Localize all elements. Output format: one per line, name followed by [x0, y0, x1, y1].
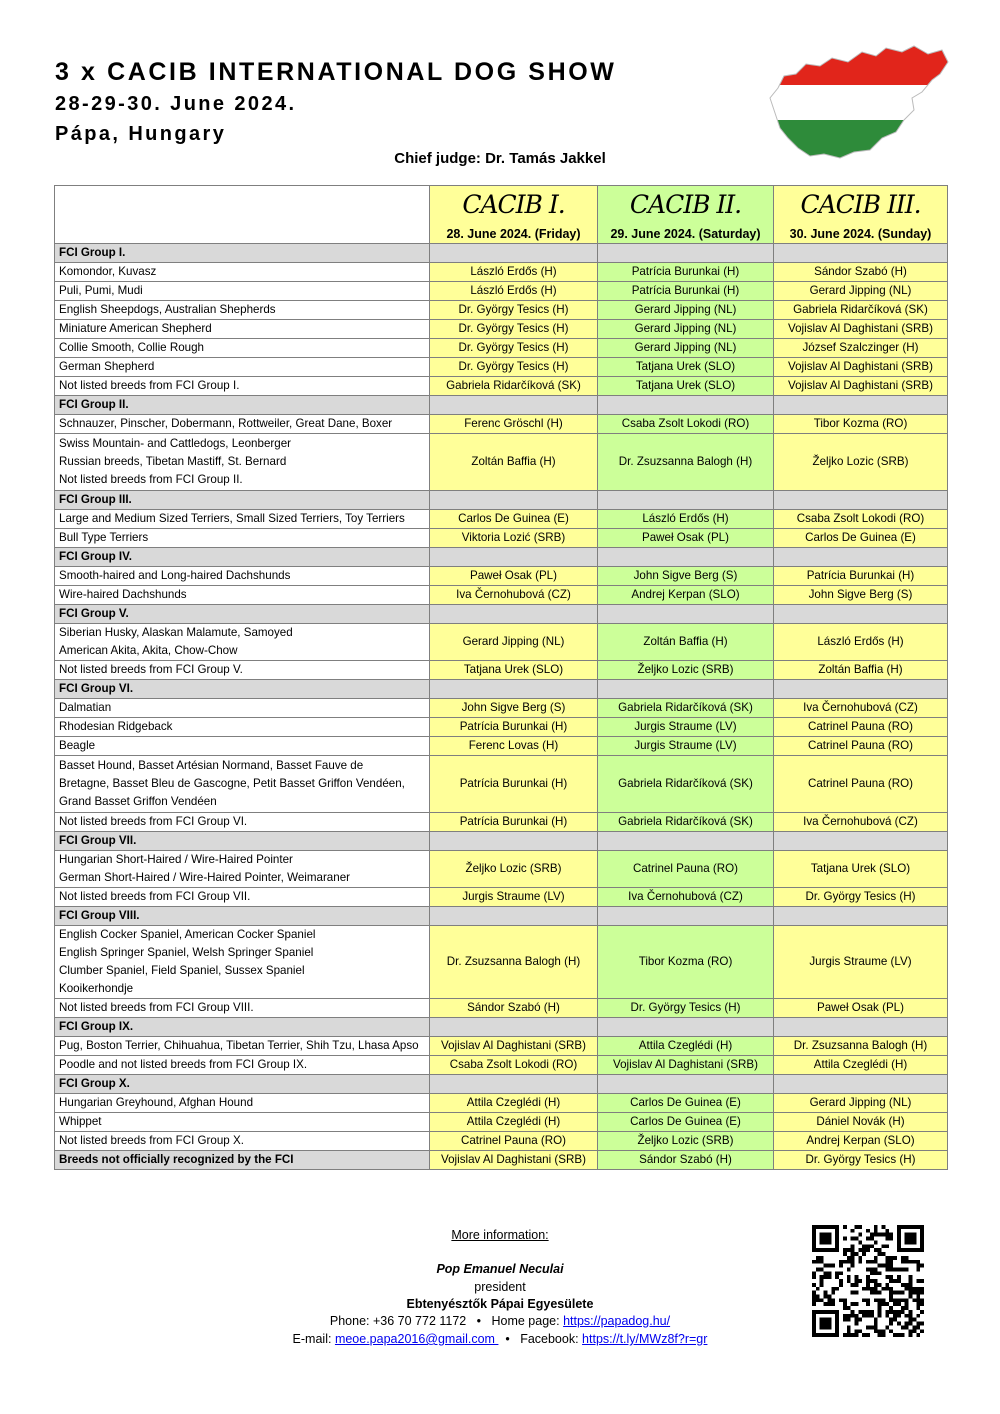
table-row: [55, 358, 948, 377]
group-blank-cell: [430, 1018, 598, 1037]
column-header-cacib-3: [774, 186, 948, 244]
judge-cell: László Erdős (H): [598, 510, 774, 529]
judge-cell: Catrinel Pauna (RO): [430, 1132, 598, 1151]
group-blank-cell: [430, 832, 598, 851]
breed-cell: [55, 301, 430, 320]
group-header-row: [55, 832, 948, 851]
table-body: [55, 244, 948, 1170]
home-label: Home page:: [491, 1314, 560, 1328]
column-name: CACIB III.: [800, 190, 921, 219]
group-title: FCI Group III.: [55, 491, 430, 510]
judge-cell: Gabriela Ridarčíková (SK): [598, 813, 774, 832]
judge-cell: Dr. György Tesics (H): [430, 320, 598, 339]
breed-line: German Short-Haired / Wire-Haired Pointer, Weimaraner: [59, 871, 351, 884]
more-info-label: More information:: [451, 1228, 549, 1242]
judge-cell: Iva Černohubová (CZ): [774, 813, 948, 832]
breed-cell: [55, 1113, 430, 1132]
group-blank-cell: [774, 396, 948, 415]
judge-cell: Paweł Osak (PL): [598, 529, 774, 548]
group-blank-cell: [774, 832, 948, 851]
judge-cell: Dr. György Tesics (H): [598, 999, 774, 1018]
breed-line: Swiss Mountain- and Cattledogs, Leonberger: [59, 437, 292, 450]
group-blank-cell: [430, 491, 598, 510]
judge-cell: Gabriela Ridarčíková (SK): [430, 377, 598, 396]
breed-cell: [55, 851, 430, 888]
group-blank-cell: [598, 244, 774, 263]
table-row: [55, 699, 948, 718]
breed-cell: [55, 999, 430, 1018]
breed-cell: [55, 661, 430, 680]
breed-line: Bull Type Terriers: [59, 531, 149, 544]
breed-line: Beagle: [59, 739, 96, 752]
judge-cell: Sándor Szabó (H): [774, 263, 948, 282]
group-blank-cell: [774, 907, 948, 926]
column-header-cacib-2: [598, 186, 774, 244]
group-blank-cell: [774, 244, 948, 263]
table-row: [55, 282, 948, 301]
group-blank-cell: [598, 907, 774, 926]
breed-cell: [55, 263, 430, 282]
judge-cell: Viktoria Lozić (SRB): [430, 529, 598, 548]
group-title: FCI Group I.: [55, 244, 430, 263]
judge-cell: John Sigve Berg (S): [774, 586, 948, 605]
breed-cell: [55, 699, 430, 718]
event-location: Pápa, Hungary: [55, 123, 227, 145]
hungary-map-flag-icon: [762, 40, 952, 165]
judge-cell: Zoltán Baffia (H): [598, 624, 774, 661]
table-row: [55, 888, 948, 907]
group-header-row: [55, 605, 948, 624]
judge-cell: Tibor Kozma (RO): [598, 926, 774, 999]
table-row: [55, 529, 948, 548]
organization-name: Ebtenyésztők Pápai Egyesülete: [406, 1297, 594, 1311]
table-header-row: [55, 186, 948, 244]
group-blank-cell: [598, 548, 774, 567]
judge-cell: Tatjana Urek (SLO): [598, 358, 774, 377]
judge-cell: Dr. György Tesics (H): [774, 1151, 948, 1170]
breed-cell: [55, 282, 430, 301]
judge-cell: Gabriela Ridarčíková (SK): [598, 699, 774, 718]
judge-cell: Patrícia Burunkai (H): [430, 756, 598, 813]
judge-cell: Tatjana Urek (SLO): [598, 377, 774, 396]
table-row: [55, 301, 948, 320]
breed-cell: [55, 1094, 430, 1113]
judge-cell: Catrinel Pauna (RO): [598, 851, 774, 888]
judge-cell: Dr. György Tesics (H): [430, 358, 598, 377]
contact-role: president: [474, 1280, 526, 1294]
column-header-cacib-1: [430, 186, 598, 244]
judge-cell: Sándor Szabó (H): [598, 1151, 774, 1170]
table-row: [55, 1132, 948, 1151]
group-blank-cell: [774, 1018, 948, 1037]
table-row: [55, 718, 948, 737]
table-row: [55, 586, 948, 605]
group-blank-cell: [430, 396, 598, 415]
judge-cell: Vojislav Al Daghistani (SRB): [598, 1056, 774, 1075]
group-blank-cell: [430, 1075, 598, 1094]
breed-line: Kooikerhondje: [59, 982, 134, 995]
table-row: [55, 1037, 948, 1056]
table-row: [55, 624, 948, 661]
table-row: [55, 926, 948, 999]
breed-line: Rhodesian Ridgeback: [59, 720, 173, 733]
breed-line: English Cocker Spaniel, American Cocker Spaniel: [59, 928, 316, 941]
group-blank-cell: [598, 1018, 774, 1037]
judge-cell: Csaba Zsolt Lokodi (RO): [774, 510, 948, 529]
judge-cell: Csaba Zsolt Lokodi (RO): [430, 1056, 598, 1075]
table-row: [55, 1151, 948, 1170]
judge-cell: Jurgis Straume (LV): [774, 926, 948, 999]
breed-line: Hungarian Greyhound, Afghan Hound: [59, 1096, 254, 1109]
event-dates: 28-29-30. June 2024.: [55, 93, 297, 115]
breed-cell: [55, 1037, 430, 1056]
judge-cell: Gerard Jipping (NL): [598, 320, 774, 339]
judge-cell: Željko Lozic (SRB): [774, 434, 948, 491]
judge-cell: Gerard Jipping (NL): [774, 282, 948, 301]
judge-cell: Dániel Novák (H): [774, 1113, 948, 1132]
breed-line: Breeds not officially recognized by the FCI: [59, 1153, 294, 1166]
group-header-row: [55, 680, 948, 699]
group-title: FCI Group IV.: [55, 548, 430, 567]
group-blank-cell: [430, 548, 598, 567]
group-header-row: [55, 548, 948, 567]
breed-line: Smooth-haired and Long-haired Dachshunds: [59, 569, 291, 582]
judge-cell: Patrícia Burunkai (H): [598, 263, 774, 282]
judge-cell: Iva Černohubová (CZ): [430, 586, 598, 605]
group-blank-cell: [430, 680, 598, 699]
judge-cell: Patrícia Burunkai (H): [430, 813, 598, 832]
group-title: FCI Group IX.: [55, 1018, 430, 1037]
judge-cell: Dr. Zsuzsanna Balogh (H): [774, 1037, 948, 1056]
breed-cell: [55, 737, 430, 756]
breed-cell: [55, 434, 430, 491]
judge-cell: Tibor Kozma (RO): [774, 415, 948, 434]
judge-cell: Carlos De Guinea (E): [598, 1113, 774, 1132]
judge-cell: John Sigve Berg (S): [598, 567, 774, 586]
breed-line: English Springer Spaniel, Welsh Springer Spaniel: [59, 946, 314, 959]
table-row: [55, 415, 948, 434]
breed-cell: [55, 1056, 430, 1075]
judge-cell: Sándor Szabó (H): [430, 999, 598, 1018]
judge-cell: Attila Czeglédi (H): [430, 1113, 598, 1132]
breed-line: Komondor, Kuvasz: [59, 265, 157, 278]
judge-cell: Zoltán Baffia (H): [774, 661, 948, 680]
judge-cell: Gabriela Ridarčíková (SK): [598, 756, 774, 813]
judge-cell: Paweł Osak (PL): [430, 567, 598, 586]
group-title: FCI Group II.: [55, 396, 430, 415]
judge-cell: Gerard Jipping (NL): [598, 339, 774, 358]
breed-line: Siberian Husky, Alaskan Malamute, Samoyed: [59, 626, 293, 639]
judge-cell: Gerard Jipping (NL): [774, 1094, 948, 1113]
breed-cell: [55, 567, 430, 586]
table-row: [55, 1056, 948, 1075]
group-blank-cell: [774, 548, 948, 567]
group-title: FCI Group VIII.: [55, 907, 430, 926]
judge-cell: Gerard Jipping (NL): [430, 624, 598, 661]
table-row: [55, 510, 948, 529]
facebook-label: Facebook:: [520, 1332, 579, 1346]
judge-cell: Zoltán Baffia (H): [430, 434, 598, 491]
judge-cell: Csaba Zsolt Lokodi (RO): [598, 415, 774, 434]
judge-cell: Attila Czeglédi (H): [598, 1037, 774, 1056]
breed-cell: [55, 586, 430, 605]
judge-cell: József Szalczinger (H): [774, 339, 948, 358]
judge-cell: Gerard Jipping (NL): [598, 301, 774, 320]
judge-cell: Carlos De Guinea (E): [774, 529, 948, 548]
breed-line: Clumber Spaniel, Field Spaniel, Sussex Spaniel: [59, 964, 305, 977]
judge-cell: Patrícia Burunkai (H): [774, 567, 948, 586]
table-row: [55, 851, 948, 888]
judge-cell: Patrícia Burunkai (H): [598, 282, 774, 301]
group-header-row: [55, 907, 948, 926]
judge-cell: Dr. György Tesics (H): [430, 339, 598, 358]
judge-cell: Tatjana Urek (SLO): [430, 661, 598, 680]
judge-cell: László Erdős (H): [774, 624, 948, 661]
bullet: •: [476, 1314, 482, 1328]
group-header-row: [55, 244, 948, 263]
group-blank-cell: [598, 832, 774, 851]
breed-line: Schnauzer, Pinscher, Dobermann, Rottweiler, Great Dane, Boxer: [59, 417, 393, 430]
breed-cell: [55, 888, 430, 907]
group-blank-cell: [774, 680, 948, 699]
group-title: FCI Group X.: [55, 1075, 430, 1094]
breed-line: Basset Hound, Basset Artésian Normand, Basset Fauve de: [59, 759, 364, 772]
judge-cell: Dr. György Tesics (H): [430, 301, 598, 320]
judge-cell: Ferenc Gröschl (H): [430, 415, 598, 434]
contact-name: Pop Emanuel Neculai: [436, 1262, 564, 1276]
table-row: [55, 756, 948, 813]
group-blank-cell: [430, 907, 598, 926]
breed-line: Not listed breeds from FCI Group X.: [59, 1134, 244, 1147]
column-date: 30. June 2024. (Sunday): [789, 227, 932, 241]
judge-cell: László Erdős (H): [430, 282, 598, 301]
breed-line: Bretagne, Basset Bleu de Gascogne, Petit Basset Griffon Vendéen,: [59, 777, 405, 790]
breed-cell: [55, 813, 430, 832]
table-row: [55, 320, 948, 339]
table-row: [55, 1113, 948, 1132]
table-row: [55, 999, 948, 1018]
breed-line: Hungarian Short-Haired / Wire-Haired Pointer: [59, 853, 293, 866]
judge-cell: László Erdős (H): [430, 263, 598, 282]
judge-cell: Vojislav Al Daghistani (SRB): [430, 1151, 598, 1170]
breed-line: Wire-haired Dachshunds: [59, 588, 187, 601]
judge-cell: Catrinel Pauna (RO): [774, 737, 948, 756]
group-title: FCI Group VII.: [55, 832, 430, 851]
judge-cell: Ferenc Lovas (H): [430, 737, 598, 756]
breed-line: Russian breeds, Tibetan Mastiff, St. Bernard: [59, 455, 287, 468]
group-blank-cell: [598, 605, 774, 624]
email-link[interactable]: meoe.papa2016@gmail.com: [334, 1332, 499, 1346]
breed-cell: [55, 320, 430, 339]
home-page-link[interactable]: https://papadog.hu/: [563, 1314, 671, 1328]
email-label: E-mail:: [292, 1332, 332, 1346]
judge-cell: Andrej Kerpan (SLO): [598, 586, 774, 605]
judge-cell: Attila Czeglédi (H): [430, 1094, 598, 1113]
judge-cell: Catrinel Pauna (RO): [774, 718, 948, 737]
judge-cell: Vojislav Al Daghistani (SRB): [774, 358, 948, 377]
judge-cell: Vojislav Al Daghistani (SRB): [774, 320, 948, 339]
group-title: FCI Group V.: [55, 605, 430, 624]
breed-cell: [55, 415, 430, 434]
judge-cell: Tatjana Urek (SLO): [774, 851, 948, 888]
breed-line: Poodle and not listed breeds from FCI Group IX.: [59, 1058, 308, 1071]
breed-line: Collie Smooth, Collie Rough: [59, 341, 204, 354]
breed-line: Pug, Boston Terrier, Chihuahua, Tibetan Terrier, Shih Tzu, Lhasa Apso: [59, 1039, 419, 1052]
judge-cell: Vojislav Al Daghistani (SRB): [430, 1037, 598, 1056]
table-row: [55, 813, 948, 832]
table-row: [55, 339, 948, 358]
breed-cell: [55, 926, 430, 999]
breed-line: Not listed breeds from FCI Group VI.: [59, 815, 248, 828]
breed-line: Not listed breeds from FCI Group V.: [59, 663, 243, 676]
breed-line: German Shepherd: [59, 360, 155, 373]
group-header-row: [55, 1075, 948, 1094]
judge-cell: Attila Czeglédi (H): [774, 1056, 948, 1075]
breed-line: Not listed breeds from FCI Group I.: [59, 379, 240, 392]
column-date: 29. June 2024. (Saturday): [610, 227, 761, 241]
group-blank-cell: [598, 491, 774, 510]
judging-schedule-table: [54, 185, 948, 1170]
group-title: FCI Group VI.: [55, 680, 430, 699]
breed-line: Not listed breeds from FCI Group VII.: [59, 890, 251, 903]
judge-cell: Željko Lozic (SRB): [598, 661, 774, 680]
group-blank-cell: [598, 1075, 774, 1094]
judge-cell: Željko Lozic (SRB): [598, 1132, 774, 1151]
breed-cell: [55, 339, 430, 358]
breed-cell: [55, 529, 430, 548]
breed-cell: [55, 1151, 430, 1170]
breed-cell: [55, 358, 430, 377]
header-empty-cell: [55, 186, 430, 244]
group-blank-cell: [774, 605, 948, 624]
judge-cell: Andrej Kerpan (SLO): [774, 1132, 948, 1151]
judge-cell: Željko Lozic (SRB): [430, 851, 598, 888]
group-blank-cell: [774, 491, 948, 510]
group-header-row: [55, 491, 948, 510]
judge-cell: Gabriela Ridarčíková (SK): [774, 301, 948, 320]
judge-cell: Paweł Osak (PL): [774, 999, 948, 1018]
table-row: [55, 661, 948, 680]
breed-cell: [55, 377, 430, 396]
judge-cell: Iva Černohubová (CZ): [598, 888, 774, 907]
group-header-row: [55, 396, 948, 415]
breed-line: Miniature American Shepherd: [59, 322, 212, 335]
column-date: 28. June 2024. (Friday): [446, 227, 581, 241]
table-row: [55, 434, 948, 491]
breed-cell: [55, 756, 430, 813]
column-name: CACIB I.: [462, 190, 565, 219]
judge-cell: Vojislav Al Daghistani (SRB): [774, 377, 948, 396]
breed-line: Dalmatian: [59, 701, 112, 714]
judge-cell: Patrícia Burunkai (H): [430, 718, 598, 737]
group-blank-cell: [430, 605, 598, 624]
judge-cell: Carlos De Guinea (E): [598, 1094, 774, 1113]
breed-cell: [55, 510, 430, 529]
group-blank-cell: [774, 1075, 948, 1094]
phone-text: Phone: +36 70 772 1172: [329, 1314, 467, 1328]
group-header-row: [55, 1018, 948, 1037]
table-row: [55, 1094, 948, 1113]
breed-line: Whippet: [59, 1115, 102, 1128]
page-title: 3 x CACIB INTERNATIONAL DOG SHOW: [55, 58, 617, 86]
judge-cell: Jurgis Straume (LV): [598, 737, 774, 756]
breed-cell: [55, 624, 430, 661]
breed-line: Grand Basset Griffon Vendéen: [59, 795, 217, 808]
breed-line: American Akita, Akita, Chow-Chow: [59, 644, 238, 657]
judge-cell: Carlos De Guinea (E): [430, 510, 598, 529]
judge-cell: Jurgis Straume (LV): [430, 888, 598, 907]
judge-cell: Dr. Zsuzsanna Balogh (H): [598, 434, 774, 491]
chief-judge: Chief judge: Dr. Tamás Jakkel: [394, 150, 606, 167]
bullet: •: [505, 1332, 510, 1346]
table-row: [55, 567, 948, 586]
judge-cell: Jurgis Straume (LV): [598, 718, 774, 737]
table-row: [55, 737, 948, 756]
breed-line: English Sheepdogs, Australian Shepherds: [59, 303, 276, 316]
judge-cell: Dr. György Tesics (H): [774, 888, 948, 907]
judge-cell: Dr. Zsuzsanna Balogh (H): [430, 926, 598, 999]
judge-cell: John Sigve Berg (S): [430, 699, 598, 718]
table-row: [55, 263, 948, 282]
breed-line: Large and Medium Sized Terriers, Small Sized Terriers, Toy Terriers: [59, 512, 405, 525]
breed-line: Not listed breeds from FCI Group II.: [59, 473, 243, 486]
group-blank-cell: [598, 396, 774, 415]
judge-cell: Iva Černohubová (CZ): [774, 699, 948, 718]
group-blank-cell: [430, 244, 598, 263]
breed-cell: [55, 1132, 430, 1151]
table-row: [55, 377, 948, 396]
group-blank-cell: [598, 680, 774, 699]
judge-cell: Catrinel Pauna (RO): [774, 756, 948, 813]
breed-line: Puli, Pumi, Mudi: [59, 284, 143, 297]
breed-line: Not listed breeds from FCI Group VIII.: [59, 1001, 254, 1014]
breed-cell: [55, 718, 430, 737]
qr-code-icon: [812, 1225, 924, 1337]
facebook-link[interactable]: https://t.ly/MWz8f?r=gr: [582, 1332, 708, 1346]
column-name: CACIB II.: [629, 190, 742, 219]
